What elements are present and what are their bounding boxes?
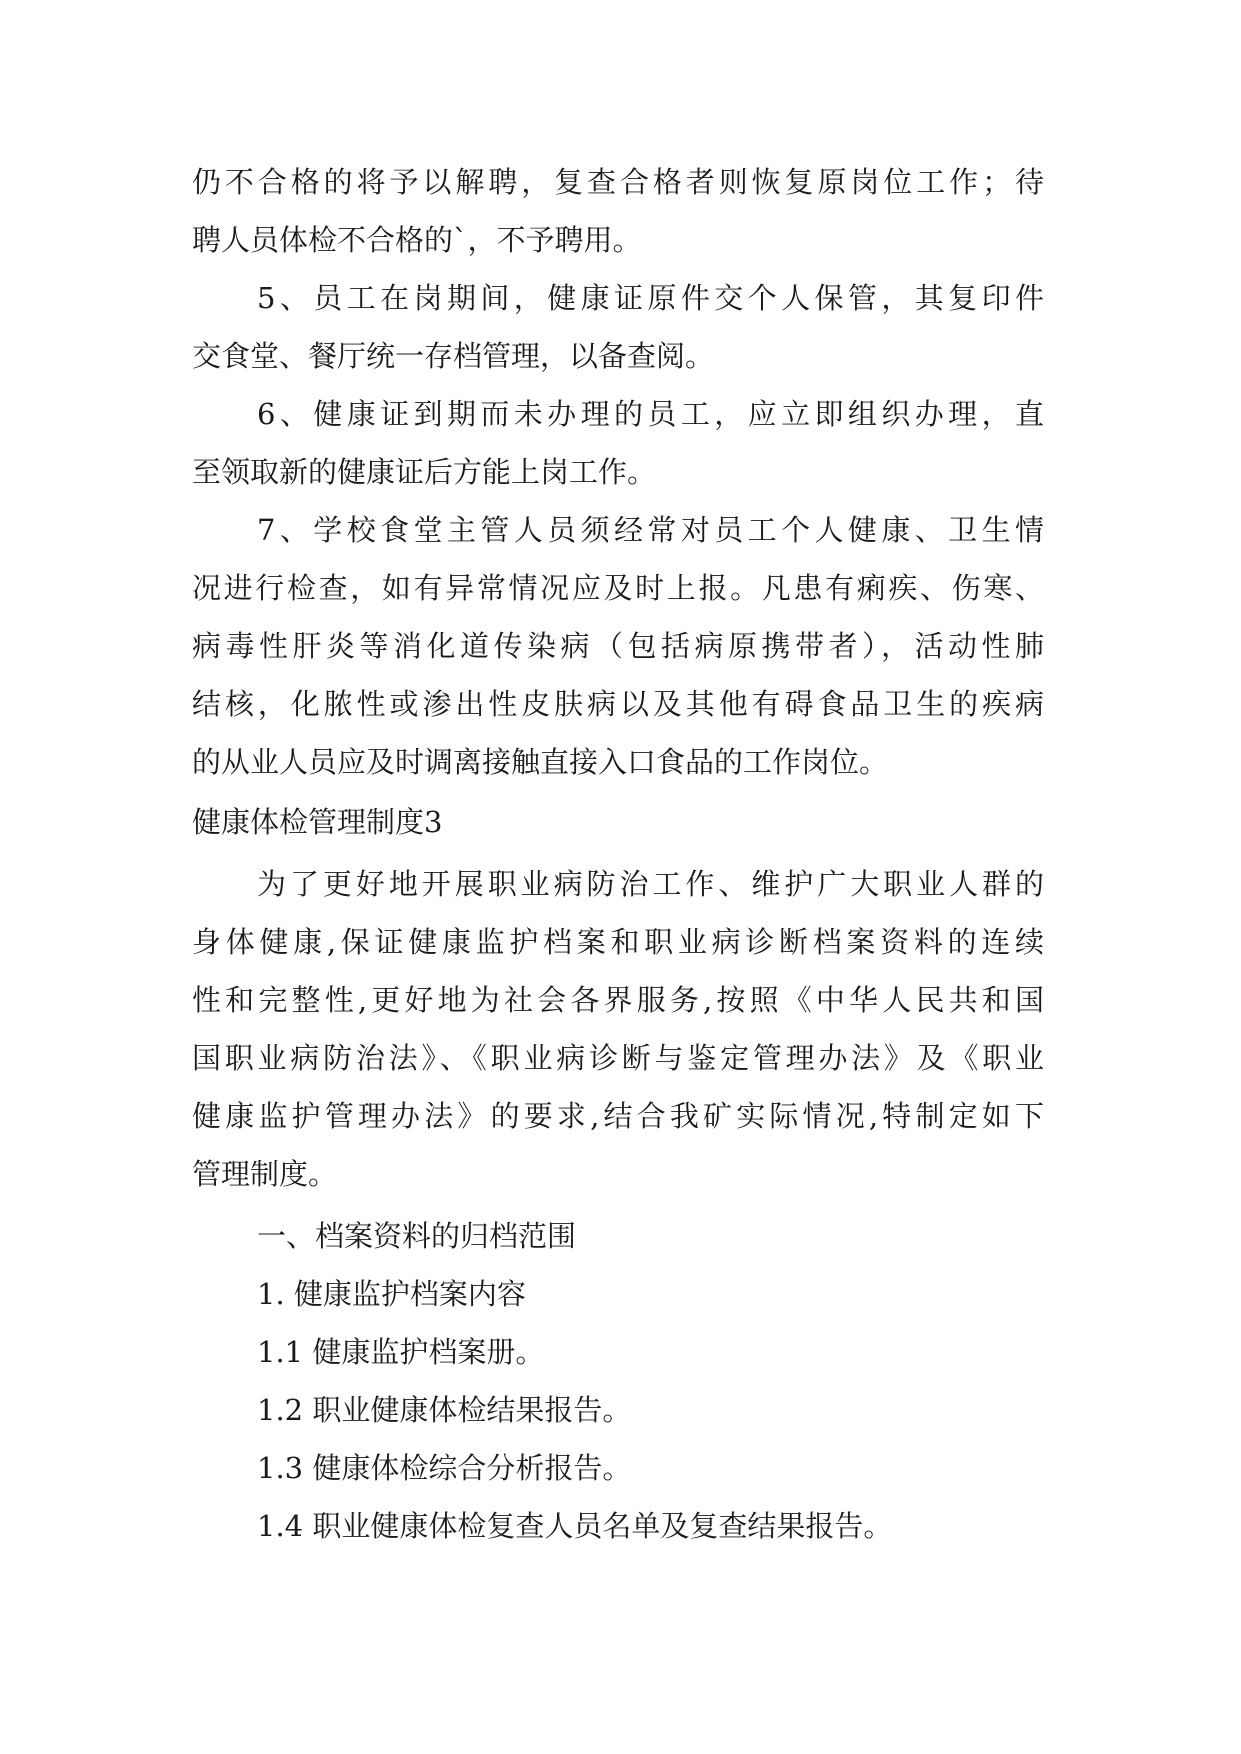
paragraph-line: 6、健康证到期而未办理的员工，应立即组织办理，直	[257, 397, 1044, 431]
outline-item: 1.3 健康体检综合分析报告。	[257, 1451, 632, 1485]
paragraph-line: 病毒性肝炎等消化道传染病（包括病原携带者），活动性肺	[192, 629, 1044, 663]
paragraph-line: 身体健康,保证健康监护档案和职业病诊断档案资料的连续	[192, 925, 1044, 959]
paragraph-line: 至领取新的健康证后方能上岗工作。	[192, 455, 657, 489]
section-heading: 健康体检管理制度3	[192, 805, 443, 839]
paragraph-line: 7、学校食堂主管人员须经常对员工个人健康、卫生情	[257, 513, 1044, 547]
paragraph-line: 国职业病防治法》、《职业病诊断与鉴定管理办法》及《职业	[192, 1041, 1044, 1075]
paragraph-line: 的从业人员应及时调离接触直接入口食品的工作岗位。	[192, 745, 889, 779]
paragraph-line: 管理制度。	[192, 1157, 338, 1191]
outline-item: 1.1 健康监护档案册。	[257, 1335, 545, 1369]
paragraph-line: 况进行检查，如有异常情况应及时上报。凡患有痢疾、伤寒、	[192, 571, 1044, 605]
paragraph-line: 性和完整性,更好地为社会各界服务,按照《中华人民共和国	[192, 983, 1044, 1017]
paragraph-line: 结核，化脓性或渗出性皮肤病以及其他有碍食品卫生的疾病	[192, 687, 1044, 721]
paragraph-line: 5、员工在岗期间，健康证原件交个人保管，其复印件	[257, 281, 1044, 315]
paragraph-line: 聘人员体检不合格的`，不予聘用。	[192, 223, 642, 257]
paragraph-line: 仍不合格的将予以解聘，复查合格者则恢复原岗位工作；待	[192, 165, 1044, 199]
paragraph-line: 交食堂、餐厅统一存档管理，以备查阅。	[192, 339, 715, 373]
outline-item: 一、档案资料的归档范围	[257, 1219, 577, 1253]
outline-item: 1.4 职业健康体检复查人员名单及复查结果报告。	[257, 1509, 893, 1543]
outline-item: 1. 健康监护档案内容	[257, 1277, 526, 1311]
paragraph-line: 为了更好地开展职业病防治工作、维护广大职业人群的	[257, 867, 1044, 901]
paragraph-line: 健康监护管理办法》的要求,结合我矿实际情况,特制定如下	[192, 1099, 1044, 1133]
outline-item: 1.2 职业健康体检结果报告。	[257, 1393, 632, 1427]
